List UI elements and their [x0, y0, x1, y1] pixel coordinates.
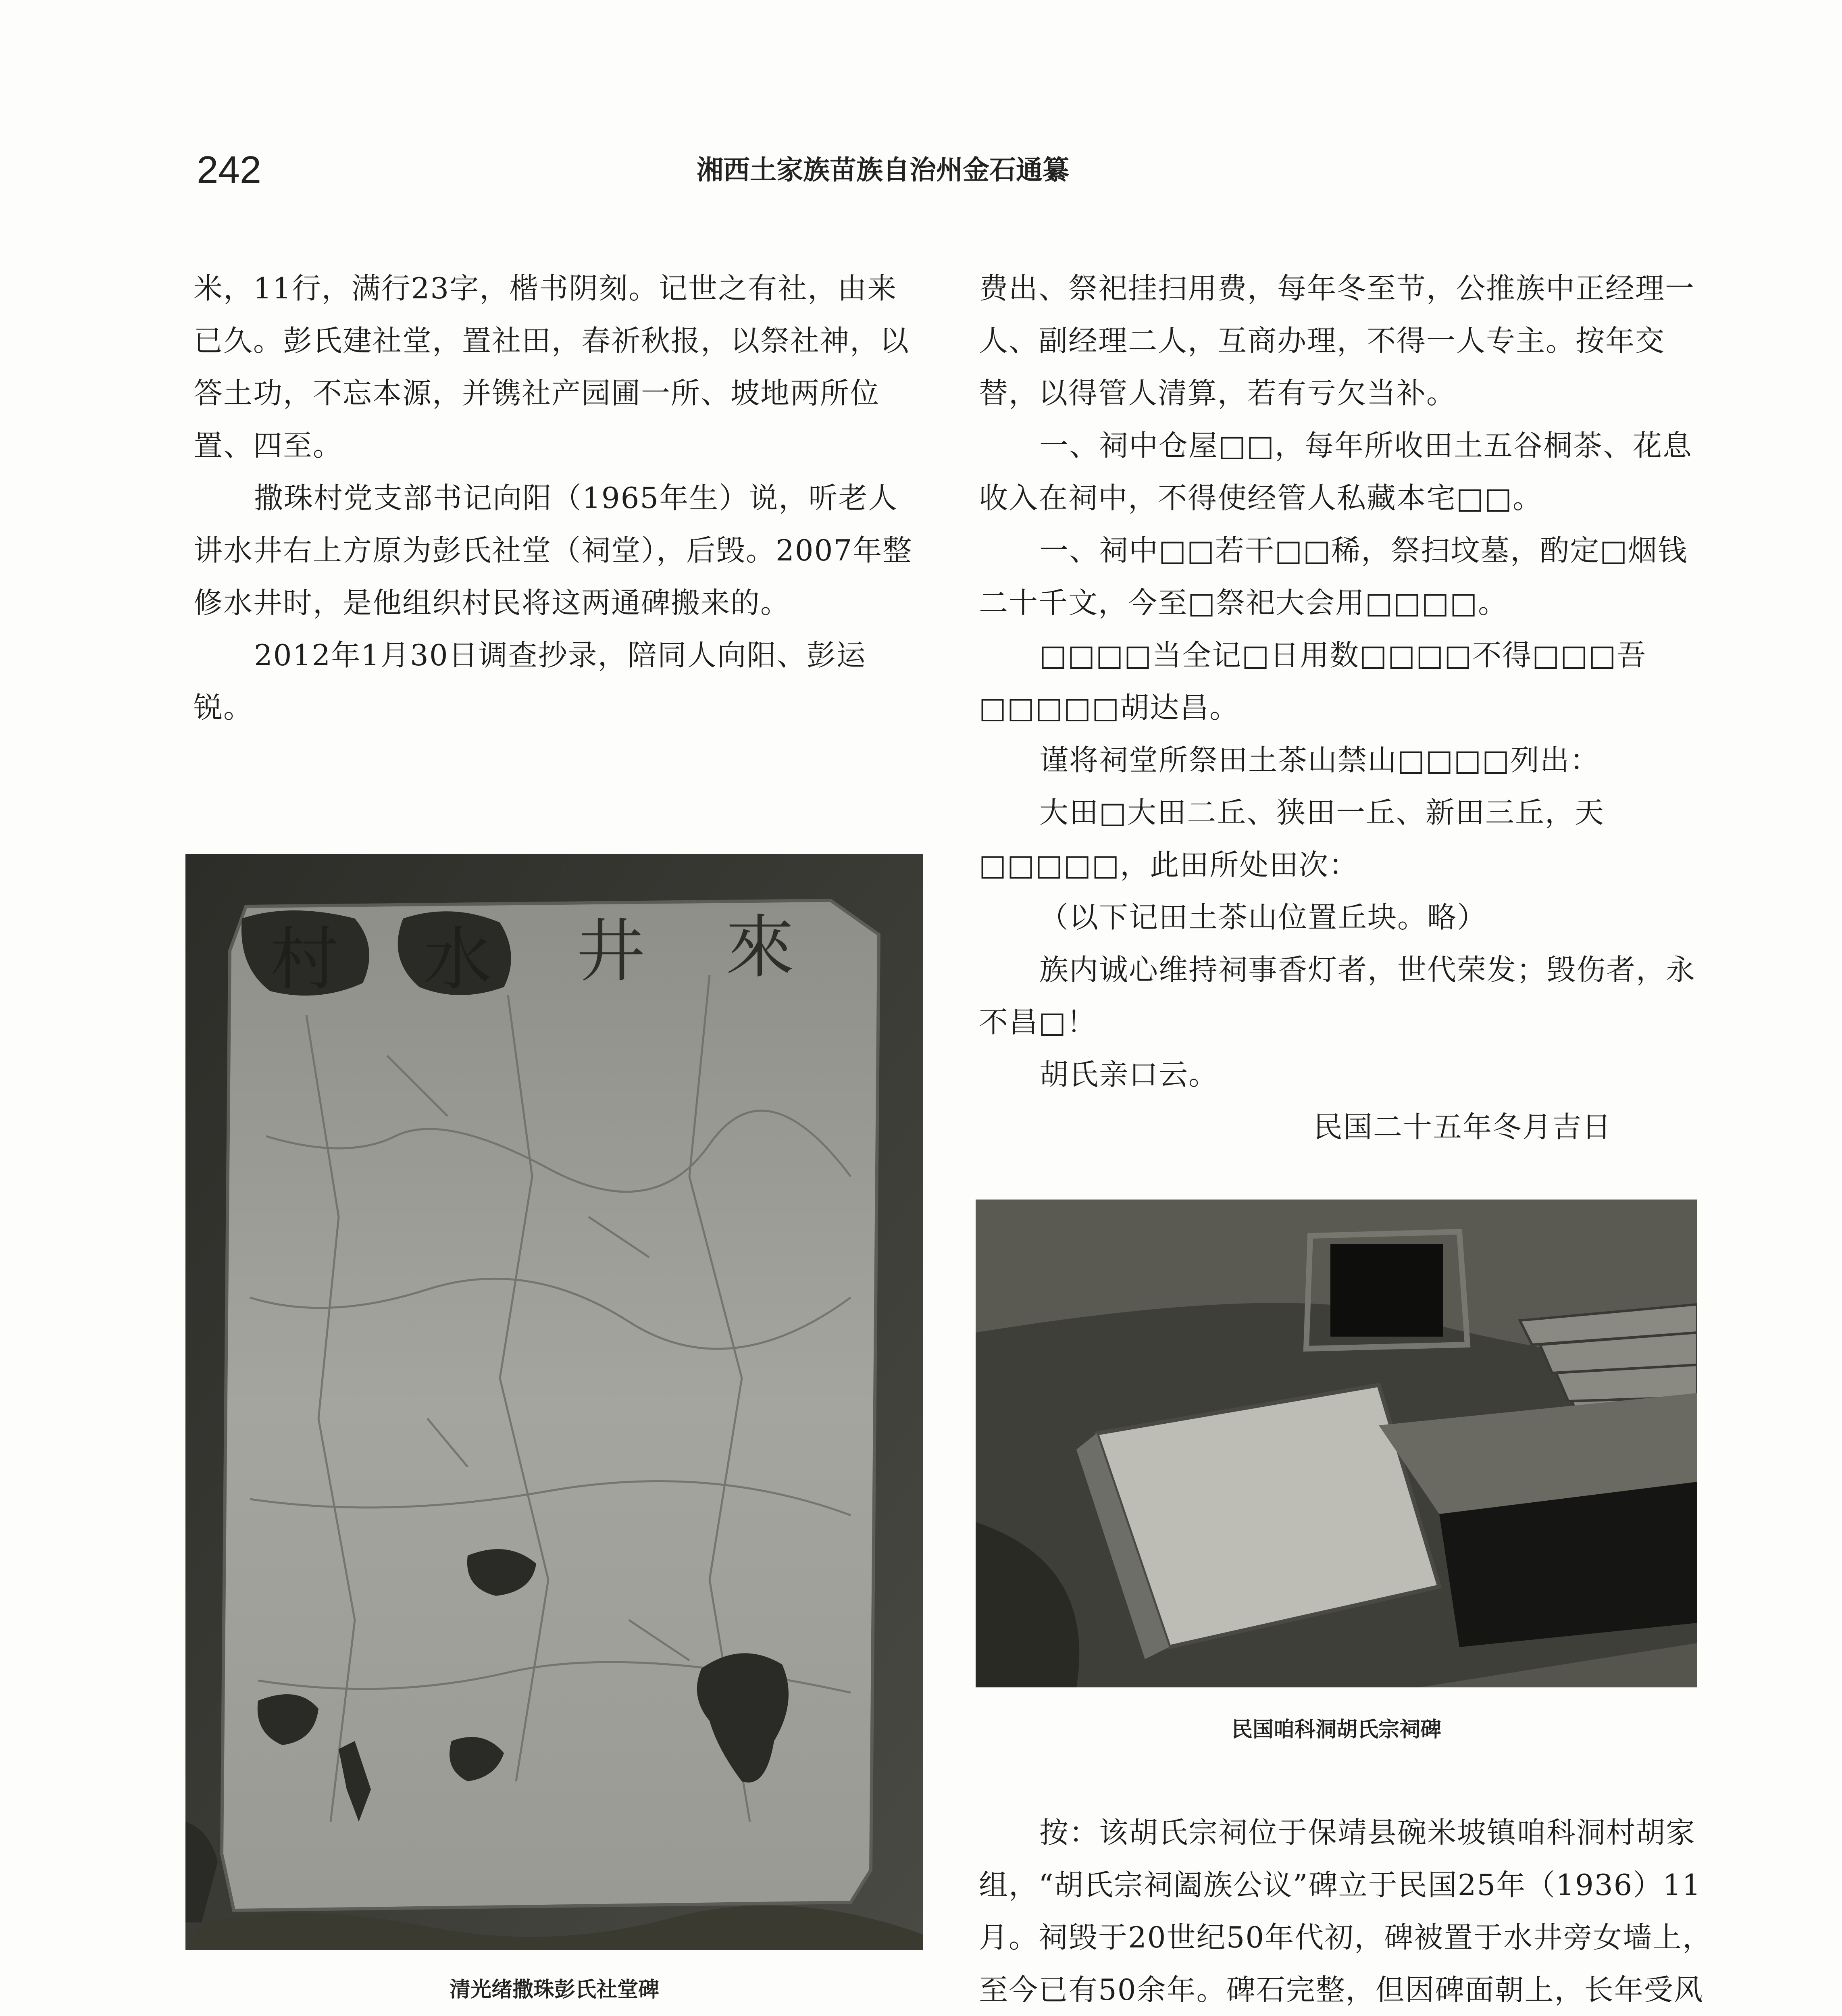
paragraph: 撒珠村党支部书记向阳（1965年生）说，听老人讲水井右上方原为彭氏社堂（祠堂），后毁。2007年整修水井时，是他组织村民将这两通碑搬来的。 [194, 481, 913, 620]
inscription-paragraph: 一、祠中□□若干□□稀，祭扫坟墓，酌定□烟钱二十千文，今至□祭祀大会用□□□□。 [979, 533, 1688, 620]
note-paragraph: 按：该胡氏宗祠位于保靖县碗米坡镇咱科洞村胡家组，“胡氏宗祠阖族公议”碑立于民国25年（1936）11月。祠毁于20世纪50年代初，碑被置于水井旁女墙上，至今已有50余年。碑石完整，但因碑面朝上，长年受风 [979, 1816, 1713, 2007]
inscription-paragraph: 族内诚心维持祠事香灯者，世代荣发；毁伤者，永不昌□！ [979, 953, 1696, 1039]
inscription-paragraph: 胡氏亲口云。 [1039, 1058, 1219, 1091]
stele-photo-illustration [185, 854, 923, 1950]
inscription-date: 民国二十五年冬月吉日 [1313, 1110, 1612, 1144]
inscription-paragraph: 谨将祠堂所祭田土茶山禁山□□□□列出： [1039, 743, 1600, 777]
stele-photo [185, 854, 923, 1950]
running-header-title: 湘西土家族苗族自治州金石通纂 [697, 154, 1069, 185]
well-stele-photo [976, 1200, 1697, 1687]
commentary-notes [979, 1806, 1713, 2016]
inscription-paragraph: 费出、祭祀挂扫用费，每年冬至节，公推族中正经理一人、副经理二人，互商办理，不得一人专主。按年交替，以得管人清算，若有亏欠当补。 [979, 271, 1695, 410]
inscription-paragraph: □□□□当全记□日用数□□□□不得□□□吾□□□□□胡达昌。 [979, 638, 1647, 725]
inscription-paragraph: （以下记田土茶山位置丘块。略） [1039, 900, 1487, 934]
paragraph: 2012年1月30日调查抄录，陪同人向阳、彭运锐。 [194, 638, 866, 725]
stele-character: 水 [423, 920, 492, 1000]
well-stele-photo-caption: 民国咱科洞胡氏宗祠碑 [1231, 1717, 1441, 1742]
stele-character: 井 [577, 912, 645, 991]
stele-character: 村 [270, 920, 339, 1000]
stele-photo-caption: 清光绪撒珠彭氏社堂碑 [449, 1977, 659, 2002]
inscription-continued [979, 262, 1713, 1153]
page-number: 242 [197, 148, 262, 192]
left-column-text [194, 262, 919, 734]
stele-character: 來 [726, 908, 795, 987]
inscription-paragraph: 一、祠中仓屋□□，每年所收田土五谷桐茶、花息收入在祠中，不得使经管人私藏本宅□□。 [979, 429, 1693, 515]
paragraph: 米，11行，满行23字，楷书阴刻。记世之有社，由来已久。彭氏建社堂，置社田，春祈秋报，以祭社神，以答土功，不忘本源，并镌社产园圃一所、坡地两所位置、四至。 [194, 271, 910, 462]
well-stele-photo-illustration [976, 1200, 1697, 1687]
inscription-paragraph: 大田□大田二丘、狭田一丘、新田三丘，天□□□□□，此田所处田次： [979, 796, 1605, 882]
